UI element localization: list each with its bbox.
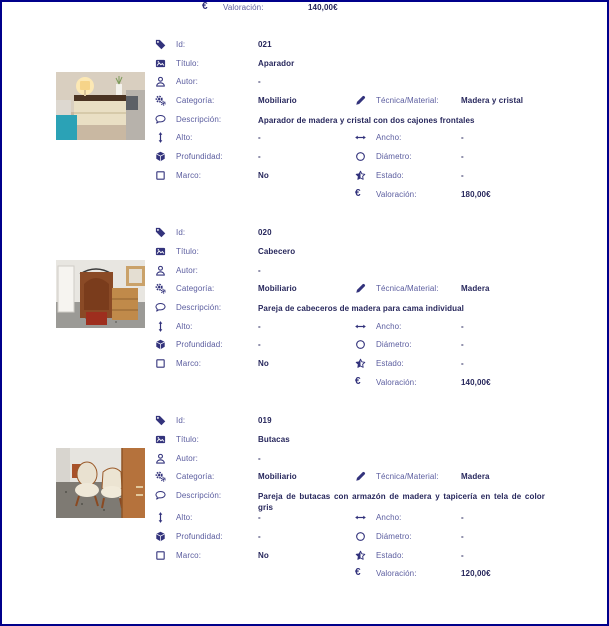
field-row-id — [155, 416, 607, 435]
tecnica-label: Técnica/Material: — [376, 96, 439, 106]
item-photo — [56, 72, 145, 140]
autor-value: - — [258, 77, 261, 87]
item-card — [2, 40, 607, 208]
marco-label: Marco: — [176, 359, 202, 368]
categoria-label: Categoría: — [176, 96, 215, 106]
tag-icon — [155, 39, 166, 50]
categoria-label: Categoría: — [176, 284, 215, 294]
diametro-label: Diámetro: — [376, 152, 412, 162]
alto-label: Alto: — [176, 321, 193, 331]
pencil-icon — [355, 95, 366, 106]
field-row-autor — [155, 454, 607, 473]
euro-icon: € — [202, 1, 208, 12]
cube-icon — [155, 531, 166, 542]
cabecero-photo-art — [56, 260, 145, 328]
estado-value: - — [461, 170, 464, 180]
alto-value: - — [258, 513, 261, 523]
euro-icon: € — [355, 567, 361, 579]
vertical-arrow-icon — [155, 512, 166, 523]
gears-icon — [155, 283, 166, 294]
id-label: Id: — [176, 40, 186, 49]
item-fields — [155, 40, 607, 208]
estado-value: - — [461, 359, 464, 368]
tecnica-label: Técnica/Material: — [376, 284, 439, 294]
euro-icon: € — [355, 187, 361, 199]
estado-label: Estado: — [376, 550, 404, 560]
marco-value: No — [258, 170, 269, 180]
diametro-label: Diámetro: — [376, 531, 412, 541]
field-row-categoria — [155, 284, 607, 303]
field-row-categoria — [155, 96, 607, 115]
field-row-titulo — [155, 435, 607, 454]
valoracion-value: 180,00€ — [461, 189, 491, 199]
valuation-label: Valoración: — [223, 3, 264, 12]
categoria-value: Mobiliario — [258, 284, 297, 294]
circle-icon — [355, 531, 366, 542]
autor-label: Autor: — [176, 77, 198, 87]
field-row-marco-estado — [155, 551, 607, 570]
titulo-label: Título: — [176, 58, 199, 68]
estado-value: - — [461, 550, 464, 560]
titulo-value: Aparador — [258, 58, 295, 68]
circle-icon — [355, 339, 366, 350]
field-row-valoracion — [155, 187, 607, 209]
speech-bubble-icon — [155, 490, 166, 501]
profundidad-label: Profundidad: — [176, 152, 223, 162]
field-row-titulo — [155, 247, 607, 266]
field-row-valoracion — [155, 569, 607, 588]
valoracion-label: Valoración: — [376, 377, 417, 387]
descripcion-label: Descripción: — [176, 114, 222, 124]
valoracion-label: Valoración: — [376, 189, 417, 199]
user-icon — [155, 76, 166, 87]
autor-value: - — [258, 453, 261, 463]
alto-value: - — [258, 321, 261, 331]
categoria-value: Mobiliario — [258, 472, 297, 482]
field-row-valoracion — [155, 375, 607, 397]
diametro-value: - — [461, 340, 464, 350]
profundidad-value: - — [258, 152, 261, 162]
image-icon — [155, 434, 166, 445]
field-row-categoria — [155, 472, 607, 491]
id-label: Id: — [176, 228, 186, 238]
ancho-label: Ancho: — [376, 513, 402, 523]
aparador-photo-art — [56, 72, 145, 140]
field-row-descripcion — [155, 491, 607, 513]
valoracion-value: 120,00€ — [461, 569, 491, 579]
field-row-profundidad-diametro — [155, 152, 607, 171]
field-row-descripcion — [155, 115, 607, 134]
gears-icon — [155, 95, 166, 106]
page-content — [2, 2, 607, 588]
pencil-icon — [355, 471, 366, 482]
descripcion-value: Pareja de butacas con armazón de madera y tapicería en tela de color gris — [258, 492, 545, 513]
star-icon — [355, 358, 366, 369]
profundidad-value: - — [258, 340, 261, 350]
user-icon — [155, 453, 166, 464]
titulo-value: Cabecero — [258, 246, 296, 256]
cube-icon — [155, 339, 166, 350]
profundidad-label: Profundidad: — [176, 531, 223, 541]
diametro-value: - — [461, 152, 464, 162]
autor-label: Autor: — [176, 453, 198, 463]
item-photo — [56, 260, 145, 328]
vertical-arrow-icon — [155, 321, 166, 332]
profundidad-label: Profundidad: — [176, 340, 223, 350]
user-icon — [155, 265, 166, 276]
horizontal-arrow-icon — [355, 321, 366, 332]
tecnica-value: Madera — [461, 284, 490, 294]
id-value: 019 — [258, 416, 272, 426]
ancho-label: Ancho: — [376, 321, 402, 331]
alto-label: Alto: — [176, 513, 193, 523]
cube-icon — [155, 151, 166, 162]
tecnica-label: Técnica/Material: — [376, 472, 439, 482]
field-row-alto-ancho — [155, 322, 607, 341]
field-row-marco-estado — [155, 171, 607, 190]
item-fields — [155, 416, 607, 588]
star-icon — [355, 550, 366, 561]
field-row-profundidad-diametro — [155, 532, 607, 551]
image-icon — [155, 58, 166, 69]
tecnica-value: Madera y cristal — [461, 96, 524, 106]
ancho-value: - — [461, 321, 464, 331]
valoracion-value: 140,00€ — [461, 377, 491, 387]
item-fields — [155, 228, 607, 396]
autor-label: Autor: — [176, 265, 198, 275]
descripcion-label: Descripción: — [176, 302, 222, 312]
titulo-label: Título: — [176, 246, 199, 256]
autor-value: - — [258, 265, 261, 275]
valoracion-label: Valoración: — [376, 569, 417, 579]
square-icon — [155, 550, 166, 561]
tecnica-value: Madera — [461, 472, 490, 482]
diametro-label: Diámetro: — [376, 340, 412, 350]
valuation-value: 140,00€ — [308, 3, 338, 12]
marco-value: No — [258, 550, 269, 560]
field-row-titulo — [155, 59, 607, 78]
descripcion-value: Pareja de cabeceros de madera para cama individual — [258, 303, 464, 313]
categoria-label: Categoría: — [176, 472, 215, 482]
partial-valuation-row — [2, 3, 607, 14]
speech-bubble-icon — [155, 302, 166, 313]
id-value: 021 — [258, 40, 272, 49]
ancho-label: Ancho: — [376, 133, 402, 143]
profundidad-value: - — [258, 531, 261, 541]
circle-icon — [355, 151, 366, 162]
horizontal-arrow-icon — [355, 512, 366, 523]
field-row-marco-estado — [155, 359, 607, 378]
id-value: 020 — [258, 228, 272, 238]
field-row-descripcion — [155, 303, 607, 322]
ancho-value: - — [461, 513, 464, 523]
id-label: Id: — [176, 416, 186, 426]
field-row-alto-ancho — [155, 513, 607, 532]
titulo-label: Título: — [176, 435, 199, 445]
gears-icon — [155, 471, 166, 482]
star-icon — [355, 170, 366, 181]
categoria-value: Mobiliario — [258, 96, 297, 106]
alto-label: Alto: — [176, 133, 193, 143]
vertical-arrow-icon — [155, 132, 166, 143]
field-row-id — [155, 228, 607, 247]
ancho-value: - — [461, 133, 464, 143]
estado-label: Estado: — [376, 170, 404, 180]
diametro-value: - — [461, 531, 464, 541]
speech-bubble-icon — [155, 114, 166, 125]
square-icon — [155, 358, 166, 369]
alto-value: - — [258, 133, 261, 143]
euro-icon: € — [355, 375, 361, 387]
field-row-id — [155, 40, 607, 59]
field-row-alto-ancho — [155, 133, 607, 152]
field-row-autor — [155, 266, 607, 285]
pencil-icon — [355, 283, 366, 294]
marco-label: Marco: — [176, 550, 202, 560]
item-card — [2, 228, 607, 396]
estado-label: Estado: — [376, 359, 404, 368]
image-icon — [155, 246, 166, 257]
horizontal-arrow-icon — [355, 132, 366, 143]
field-row-profundidad-diametro — [155, 340, 607, 359]
square-icon — [155, 170, 166, 181]
field-row-autor — [155, 77, 607, 96]
tag-icon — [155, 415, 166, 426]
titulo-value: Butacas — [258, 435, 290, 445]
item-card-list — [2, 40, 607, 588]
descripcion-value: Aparador de madera y cristal con dos cajones frontales — [258, 115, 475, 125]
descripcion-label: Descripción: — [176, 491, 222, 501]
tag-icon — [155, 227, 166, 238]
butacas-photo-art — [56, 448, 145, 518]
marco-value: No — [258, 359, 269, 368]
item-card — [2, 416, 607, 588]
item-photo — [56, 448, 145, 518]
marco-label: Marco: — [176, 170, 202, 180]
